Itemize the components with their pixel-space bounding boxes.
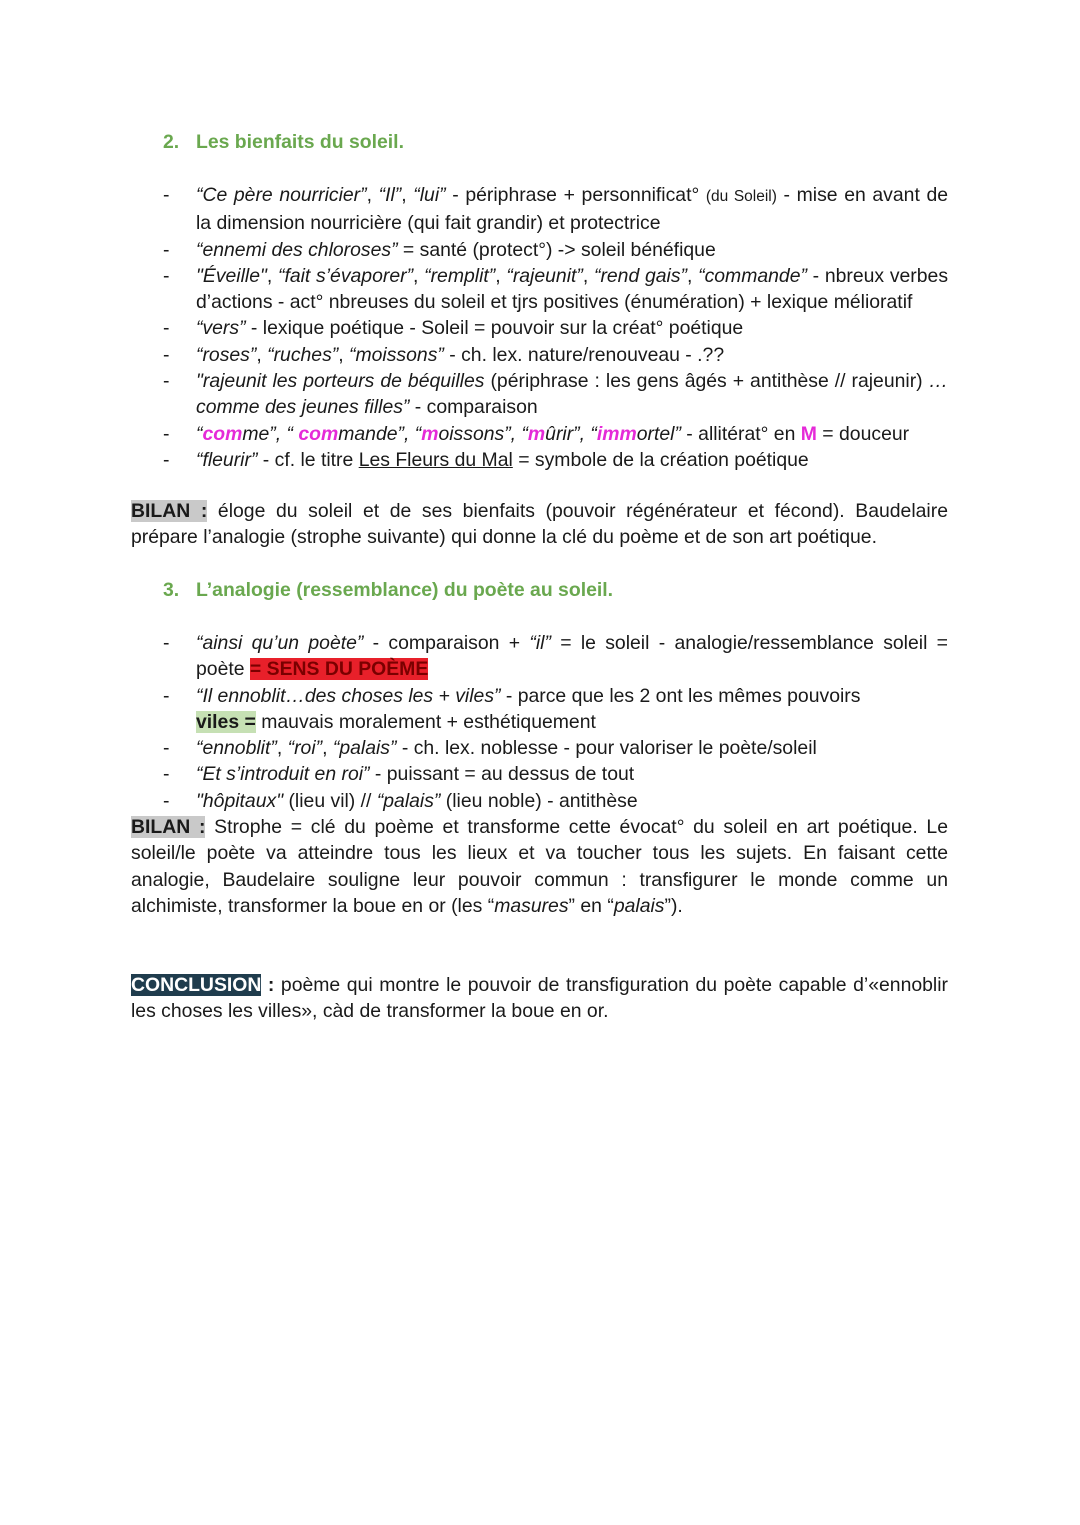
bilan-label: BILAN : [131, 816, 206, 838]
viles-highlight: viles = [196, 710, 256, 733]
bilan-label: BILAN : [131, 500, 208, 522]
list-item: - “Il ennoblit…des choses les + viles” - parce que les 2 ont les mêmes pouvoirs viles = mauvais moralement + esthétiquement [131, 683, 948, 736]
list-item: - “ennemi des chloroses” = santé (protect°) -> soleil bénéfique [131, 237, 948, 263]
section-2-number: 2. [163, 131, 180, 153]
list-item: - "rajeunit les porteurs de béquilles (périphrase : les gens âgés + antithèse // rajeunir) … comme des jeunes filles” - comparaison [131, 368, 948, 421]
list-item: - “comme”, “ commande”, “moissons”, “mûrir”, “immortel” - allitérat° en M = douceur [131, 421, 948, 447]
section-2-list [131, 182, 948, 473]
list-item: - “ainsi qu’un poète” - comparaison + “il” = le soleil - analogie/ressemblance soleil = poète = SENS DU POÈME [131, 630, 948, 683]
section-3-number: 3. [163, 579, 180, 601]
sens-du-poeme-highlight: = SENS DU POÈME [249, 658, 429, 681]
section-3-title: L’analogie (ressemblance) du poète au soleil. [196, 579, 614, 601]
section-3-list [131, 630, 948, 814]
section-3-heading [163, 577, 613, 603]
section-2-heading [163, 129, 404, 155]
list-item: - “roses”, “ruches”, “moissons” - ch. lex. nature/renouveau - .?? [131, 342, 948, 368]
list-item: - “Ce père nourricier”, “Il”, “lui” - périphrase + personnificat° (du Soleil) - mise en avant de la dimension nourricière (qui fait grandir) et protectrice [131, 182, 948, 237]
section-2-bilan: BILAN : éloge du soleil et de ses bienfaits (pouvoir régénérateur et fécond). Baudelaire prépare l’analogie (strophe suivante) qui donne la clé du poème et de son art poétique. [131, 500, 948, 549]
conclusion: CONCLUSION : poème qui montre le pouvoir de transfiguration du poète capable d’«ennoblir les choses les villes», càd de transformer la boue en or. [131, 974, 948, 1023]
list-item: - “fleurir” - cf. le titre Les Fleurs du Mal = symbole de la création poétique [131, 447, 948, 473]
section-2-title: Les bienfaits du soleil. [196, 131, 404, 153]
section-3-bilan: BILAN : Strophe = clé du poème et transforme cette évocat° du soleil en art poétique. Le soleil/le poète va atteindre tous les lieux et va toucher tous les sujets. En faisant cette analogie, Baudelaire souligne leur pouvoir commun : transfigurer le monde comme un alchimiste, transformer la boue en or (les “masures” en “palais”). [131, 816, 948, 917]
list-item: - "hôpitaux" (lieu vil) // “palais” (lieu noble) - antithèse [131, 788, 948, 814]
list-item: - "Éveille", “fait s’évaporer”, “remplit”, “rajeunit”, “rend gais”, “commande” - nbreux verbes d’actions - act° nbreuses du soleil et tjrs positives (énumération) + lexique mélioratif [131, 263, 948, 316]
list-item: - “Et s’introduit en roi” - puissant = au dessus de tout [131, 761, 948, 787]
list-item: - “ennoblit”, “roi”, “palais” - ch. lex. noblesse - pour valoriser le poète/soleil [131, 735, 948, 761]
list-item: - “vers” - lexique poétique - Soleil = pouvoir sur la créat° poétique [131, 315, 948, 341]
book-title: Les Fleurs du Mal [358, 448, 513, 471]
conclusion-label: CONCLUSION [131, 974, 262, 996]
